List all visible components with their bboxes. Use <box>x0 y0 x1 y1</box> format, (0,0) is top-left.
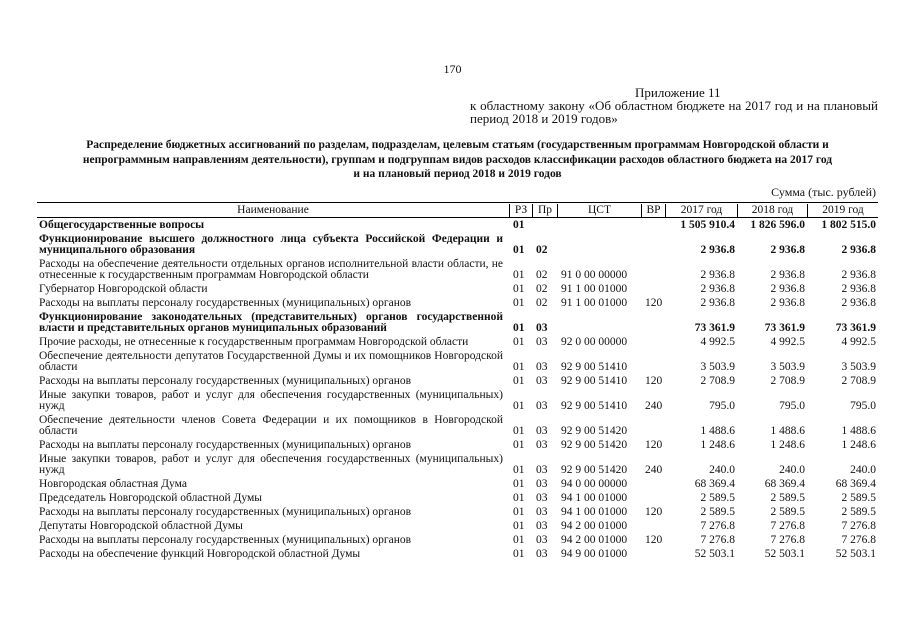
cell-pr: 03 <box>536 548 548 560</box>
cell-rz: 01 <box>513 464 525 476</box>
cell-2018: 2 589.5 <box>770 492 805 504</box>
cell-2018: 240.0 <box>779 464 805 476</box>
table-row <box>37 232 878 257</box>
cell-2017: 2 589.5 <box>700 492 735 504</box>
cell-rz: 01 <box>513 297 525 309</box>
cell-2018: 795.0 <box>779 400 805 412</box>
column-header-rz: РЗ <box>509 204 532 217</box>
cell-2019: 2 936.8 <box>841 283 876 295</box>
cell-vr: 120 <box>645 506 663 518</box>
cell-vr: 120 <box>645 534 663 546</box>
cell-rz: 01 <box>513 534 525 546</box>
cell-2017: 2 936.8 <box>700 283 735 295</box>
cell-pr: 03 <box>536 361 548 373</box>
document-title: Распределение бюджетных ассигнований по разделам, подразделам, целевым статьям (государственным программам Новгородской области и непрограммным направлениям деятельности), группам и подгруппам видов расходов классификации расходов областного бюджета на 2017 год и на плановый период 2018 и 2019 годов <box>82 139 833 180</box>
cell-pr: 02 <box>536 283 548 295</box>
table-body <box>37 218 878 561</box>
cell-2018: 2 589.5 <box>770 506 805 518</box>
cell-2019: 73 361.9 <box>835 322 876 334</box>
cell-pr: 03 <box>536 464 548 476</box>
cell-name: Новгородская областная Дума <box>39 478 187 490</box>
cell-name: Расходы на выплаты персоналу государственных (муниципальных) органов <box>39 375 412 387</box>
cell-pr: 02 <box>536 297 548 309</box>
table-row <box>37 218 878 232</box>
table-row <box>37 282 878 296</box>
table-row <box>37 491 878 505</box>
cell-2017: 1 488.6 <box>700 425 735 437</box>
column-header-2018: 2018 год <box>737 204 807 217</box>
cell-rz: 01 <box>513 269 525 281</box>
cell-2018: 2 936.8 <box>770 283 805 295</box>
column-header-2017: 2017 год <box>665 204 737 217</box>
table-header-row <box>37 202 878 218</box>
table-row <box>37 533 878 547</box>
cell-2018: 52 503.1 <box>764 548 805 560</box>
cell-2019: 1 488.6 <box>841 425 876 437</box>
table-row <box>37 505 878 519</box>
cell-2019: 795.0 <box>850 400 876 412</box>
cell-2019: 68 369.4 <box>835 478 876 490</box>
cell-name: Расходы на выплаты персоналу государственных (муниципальных) органов <box>39 506 412 518</box>
cell-2017: 3 503.9 <box>700 361 735 373</box>
cell-cst: 92 9 00 51420 <box>561 464 628 476</box>
cell-2018: 2 936.8 <box>770 244 805 256</box>
cell-2017: 7 276.8 <box>700 520 735 532</box>
cell-name: Губернатор Новгородской области <box>39 283 208 295</box>
table-row <box>37 349 878 374</box>
cell-2017: 4 992.5 <box>700 336 735 348</box>
cell-cst: 94 2 00 01000 <box>561 520 628 532</box>
cell-2017: 795.0 <box>709 400 735 412</box>
cell-name: Иные закупки товаров, работ и услуг для обеспечения государственных (муниципальных) нужд <box>39 389 503 412</box>
cell-vr: 240 <box>645 400 663 412</box>
cell-rz: 01 <box>513 506 525 518</box>
cell-2019: 2 936.8 <box>841 269 876 281</box>
cell-2017: 7 276.8 <box>700 534 735 546</box>
cell-2017: 2 708.9 <box>700 375 735 387</box>
cell-2017: 68 369.4 <box>694 478 735 490</box>
cell-cst: 92 9 00 51420 <box>561 439 628 451</box>
cell-2018: 7 276.8 <box>770 534 805 546</box>
table-row <box>37 296 878 310</box>
cell-cst: 92 0 00 00000 <box>561 336 628 348</box>
cell-2018: 2 936.8 <box>770 297 805 309</box>
cell-name: Прочие расходы, не отнесенные к государственным программам Новгородской области <box>39 336 469 348</box>
cell-pr: 03 <box>536 336 548 348</box>
units-label: Сумма (тыс. рублей) <box>771 185 876 199</box>
cell-2017: 2 589.5 <box>700 506 735 518</box>
cell-2017: 52 503.1 <box>694 548 735 560</box>
cell-name: Обеспечение деятельности членов Совета Федерации и их помощников в Новгородской области <box>39 414 503 437</box>
cell-rz: 01 <box>513 425 525 437</box>
table-row <box>37 413 878 438</box>
cell-2018: 2 708.9 <box>770 375 805 387</box>
cell-2019: 2 708.9 <box>841 375 876 387</box>
cell-2018: 4 992.5 <box>770 336 805 348</box>
column-header-2019: 2019 год <box>807 204 878 217</box>
column-header-vr: ВР <box>641 204 665 217</box>
cell-pr: 03 <box>536 439 548 451</box>
cell-2017: 1 248.6 <box>700 439 735 451</box>
cell-name: Расходы на выплаты персоналу государственных (муниципальных) органов <box>39 439 412 451</box>
table-row <box>37 374 878 388</box>
cell-2019: 2 936.8 <box>841 244 876 256</box>
cell-rz: 01 <box>513 336 525 348</box>
cell-2017: 2 936.8 <box>700 269 735 281</box>
cell-name: Председатель Новгородской областной Думы <box>39 492 262 504</box>
cell-pr: 03 <box>536 375 548 387</box>
cell-cst: 94 9 00 01000 <box>561 548 628 560</box>
cell-2018: 7 276.8 <box>770 520 805 532</box>
cell-cst: 92 9 00 51410 <box>561 361 628 373</box>
cell-2017: 73 361.9 <box>694 322 735 334</box>
cell-rz: 01 <box>513 478 525 490</box>
cell-2018: 1 826 596.0 <box>750 219 805 231</box>
cell-2018: 1 488.6 <box>770 425 805 437</box>
cell-2019: 52 503.1 <box>835 548 876 560</box>
cell-pr: 03 <box>536 478 548 490</box>
cell-2017: 1 505 910.4 <box>680 219 735 231</box>
cell-2018: 68 369.4 <box>764 478 805 490</box>
cell-pr: 03 <box>536 322 548 334</box>
cell-name: Расходы на обеспечение деятельности отдельных органов исполнительной власти области, не отнесенные к государственным программам Новгородской области <box>39 258 503 281</box>
cell-name: Иные закупки товаров, работ и услуг для обеспечения государственных (муниципальных) нужд <box>39 453 503 476</box>
cell-cst: 94 2 00 01000 <box>561 534 628 546</box>
cell-cst: 94 0 00 00000 <box>561 478 628 490</box>
cell-pr: 03 <box>536 425 548 437</box>
cell-vr: 120 <box>645 375 663 387</box>
cell-rz: 01 <box>513 375 525 387</box>
cell-cst: 94 1 00 01000 <box>561 492 628 504</box>
cell-rz: 01 <box>513 492 525 504</box>
cell-cst: 91 0 00 00000 <box>561 269 628 281</box>
cell-pr: 03 <box>536 534 548 546</box>
cell-cst: 92 9 00 51410 <box>561 375 628 387</box>
column-header-name: Наименование <box>237 204 309 216</box>
cell-2017: 2 936.8 <box>700 297 735 309</box>
table-row <box>37 519 878 533</box>
cell-2019: 4 992.5 <box>841 336 876 348</box>
cell-rz: 01 <box>513 244 525 256</box>
cell-cst: 91 1 00 01000 <box>561 283 628 295</box>
cell-name: Депутаты Новгородской областной Думы <box>39 520 243 532</box>
table-row <box>37 452 878 477</box>
cell-pr: 02 <box>536 244 548 256</box>
cell-pr: 03 <box>536 492 548 504</box>
cell-2019: 1 802 515.0 <box>821 219 876 231</box>
appendix-title: Приложение 11 <box>635 85 721 100</box>
cell-vr: 240 <box>645 464 663 476</box>
table-row <box>37 477 878 491</box>
cell-rz: 01 <box>513 439 525 451</box>
cell-2019: 7 276.8 <box>841 534 876 546</box>
cell-pr: 03 <box>536 506 548 518</box>
cell-cst: 92 9 00 51420 <box>561 425 628 437</box>
cell-rz: 01 <box>513 283 525 295</box>
cell-rz: 01 <box>513 520 525 532</box>
cell-name: Обеспечение деятельности депутатов Государственной Думы и их помощников Новгородской области <box>39 350 503 373</box>
cell-2018: 2 936.8 <box>770 269 805 281</box>
budget-table <box>37 202 878 561</box>
cell-rz: 01 <box>513 322 525 334</box>
cell-pr: 03 <box>536 400 548 412</box>
cell-pr: 02 <box>536 269 548 281</box>
column-header-pr: Пр <box>532 204 557 217</box>
cell-2019: 240.0 <box>850 464 876 476</box>
cell-cst: 94 1 00 01000 <box>561 506 628 518</box>
cell-cst: 92 9 00 51410 <box>561 400 628 412</box>
cell-name: Общегосударственные вопросы <box>39 219 205 231</box>
cell-rz: 01 <box>513 548 525 560</box>
cell-2017: 2 936.8 <box>700 244 735 256</box>
cell-2018: 73 361.9 <box>764 322 805 334</box>
page-number: 170 <box>443 62 462 76</box>
cell-rz: 01 <box>513 219 525 231</box>
table-row <box>37 388 878 413</box>
cell-2019: 1 248.6 <box>841 439 876 451</box>
cell-pr: 03 <box>536 520 548 532</box>
cell-2018: 3 503.9 <box>770 361 805 373</box>
table-row <box>37 547 878 561</box>
table-row <box>37 438 878 452</box>
cell-2019: 2 936.8 <box>841 297 876 309</box>
cell-2017: 240.0 <box>709 464 735 476</box>
cell-name: Расходы на выплаты персоналу государственных (муниципальных) органов <box>39 297 412 309</box>
cell-2019: 2 589.5 <box>841 492 876 504</box>
cell-2018: 1 248.6 <box>770 439 805 451</box>
cell-rz: 01 <box>513 361 525 373</box>
table-row <box>37 310 878 335</box>
cell-vr: 120 <box>645 297 663 309</box>
cell-name: Функционирование законодательных (представительных) органов государственной власти и представительных органов муниципальных образований <box>39 311 503 334</box>
column-header-cst: ЦСТ <box>557 204 641 217</box>
cell-vr: 120 <box>645 439 663 451</box>
cell-name: Расходы на выплаты персоналу государственных (муниципальных) органов <box>39 534 412 546</box>
cell-cst: 91 1 00 01000 <box>561 297 628 309</box>
appendix-text: к областному закону «Об областном бюджете на 2017 год и на плановый период 2018 и 2019 годов» <box>470 98 878 126</box>
cell-2019: 2 589.5 <box>841 506 876 518</box>
table-row <box>37 335 878 349</box>
cell-2019: 7 276.8 <box>841 520 876 532</box>
cell-rz: 01 <box>513 400 525 412</box>
table-row <box>37 257 878 282</box>
cell-name: Расходы на обеспечение функций Новгородской областной Думы <box>39 548 361 560</box>
cell-name: Функционирование высшего должностного лица субъекта Российской Федерации и муниципального образования <box>39 233 503 256</box>
cell-2019: 3 503.9 <box>841 361 876 373</box>
appendix-block <box>470 86 878 125</box>
